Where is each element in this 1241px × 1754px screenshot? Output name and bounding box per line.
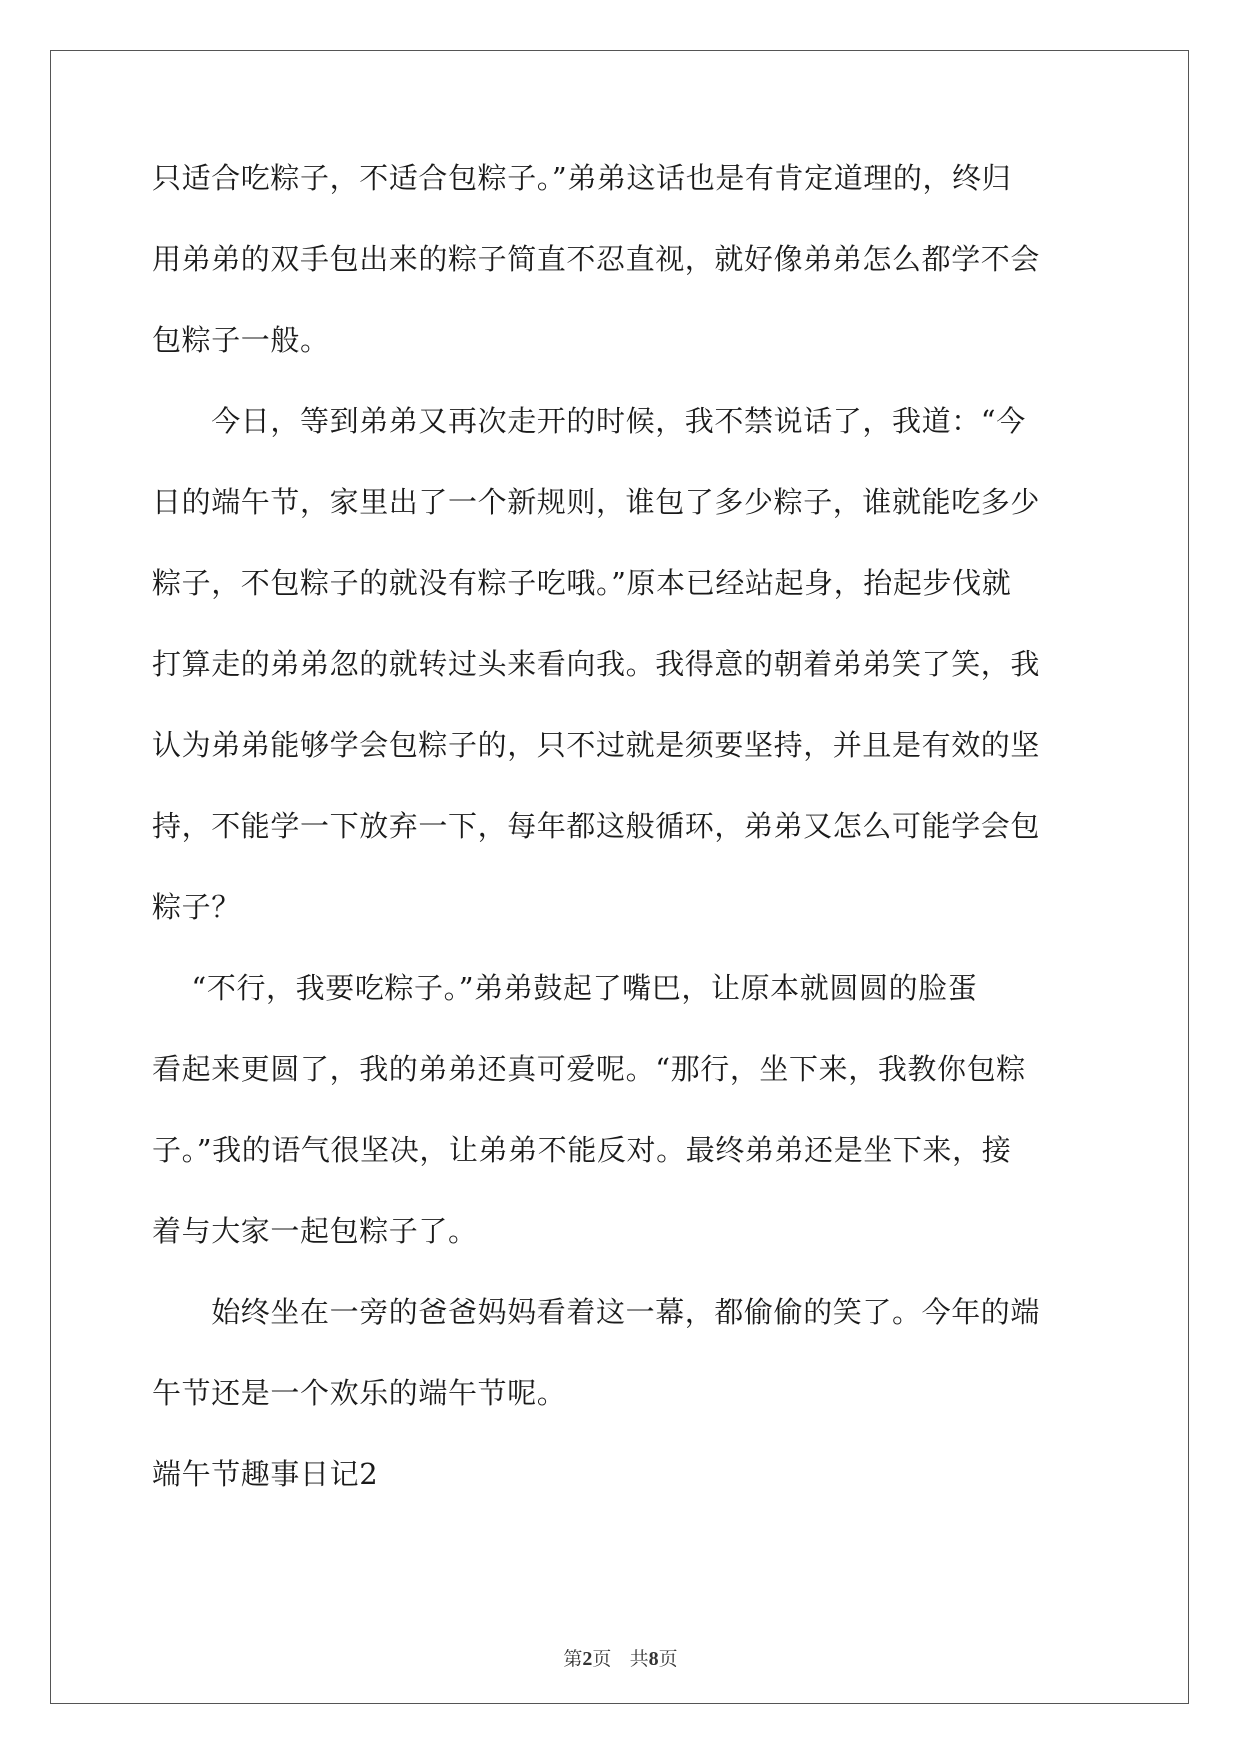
text-line: 打算走的弟弟忽的就转过头来看向我。我得意的朝着弟弟笑了笑，我	[152, 647, 1041, 681]
text-line: 子。”我的语气很坚决，让弟弟不能反对。最终弟弟还是坐下来，接	[152, 1133, 1012, 1167]
text-line: 粽子，不包粽子的就没有粽子吃哦。”原本已经站起身，抬起步伐就	[152, 566, 1012, 600]
total-prefix: 共	[629, 1648, 649, 1670]
text-line: “不行，我要吃粽子。”弟弟鼓起了嘴巴，让原本就圆圆的脸蛋	[152, 971, 978, 1005]
page-footer	[0, 1644, 1241, 1671]
text-line: 始终坐在一旁的爸爸妈妈看着这一幕，都偷偷的笑了。今年的端	[152, 1295, 1041, 1329]
text-line: 午节还是一个欢乐的端午节呢。	[152, 1376, 567, 1410]
text-line: 用弟弟的双手包出来的粽子简直不忍直视，就好像弟弟怎么都学不会	[152, 242, 1041, 276]
text-line: 今日，等到弟弟又再次走开的时候，我不禁说话了，我道：“今	[152, 404, 1026, 438]
current-page-number: 2	[582, 1648, 593, 1670]
text-line: 持，不能学一下放弃一下，每年都这般循环，弟弟又怎么可能学会包	[152, 809, 1041, 843]
total-page-number: 8	[648, 1648, 659, 1670]
text-line: 只适合吃粽子，不适合包粽子。”弟弟这话也是有肯定道理的，终归	[152, 161, 1012, 195]
text-line: 认为弟弟能够学会包粽子的，只不过就是须要坚持，并且是有效的坚	[152, 728, 1041, 762]
text-line: 日的端午节，家里出了一个新规则，谁包了多少粽子，谁就能吃多少	[152, 485, 1041, 519]
text-line: 包粽子一般。	[152, 323, 330, 357]
text-line: 看起来更圆了，我的弟弟还真可爱呢。“那行，坐下来，我教你包粽	[152, 1052, 1026, 1086]
page-unit: 页	[592, 1648, 612, 1670]
text-line: 着与大家一起包粽子了。	[152, 1214, 478, 1248]
page-prefix: 第	[563, 1648, 583, 1670]
document-body	[152, 158, 1092, 1535]
text-line: 粽子？	[152, 890, 241, 924]
total-unit: 页	[658, 1648, 678, 1670]
section-heading: 端午节趣事日记2	[152, 1457, 379, 1491]
